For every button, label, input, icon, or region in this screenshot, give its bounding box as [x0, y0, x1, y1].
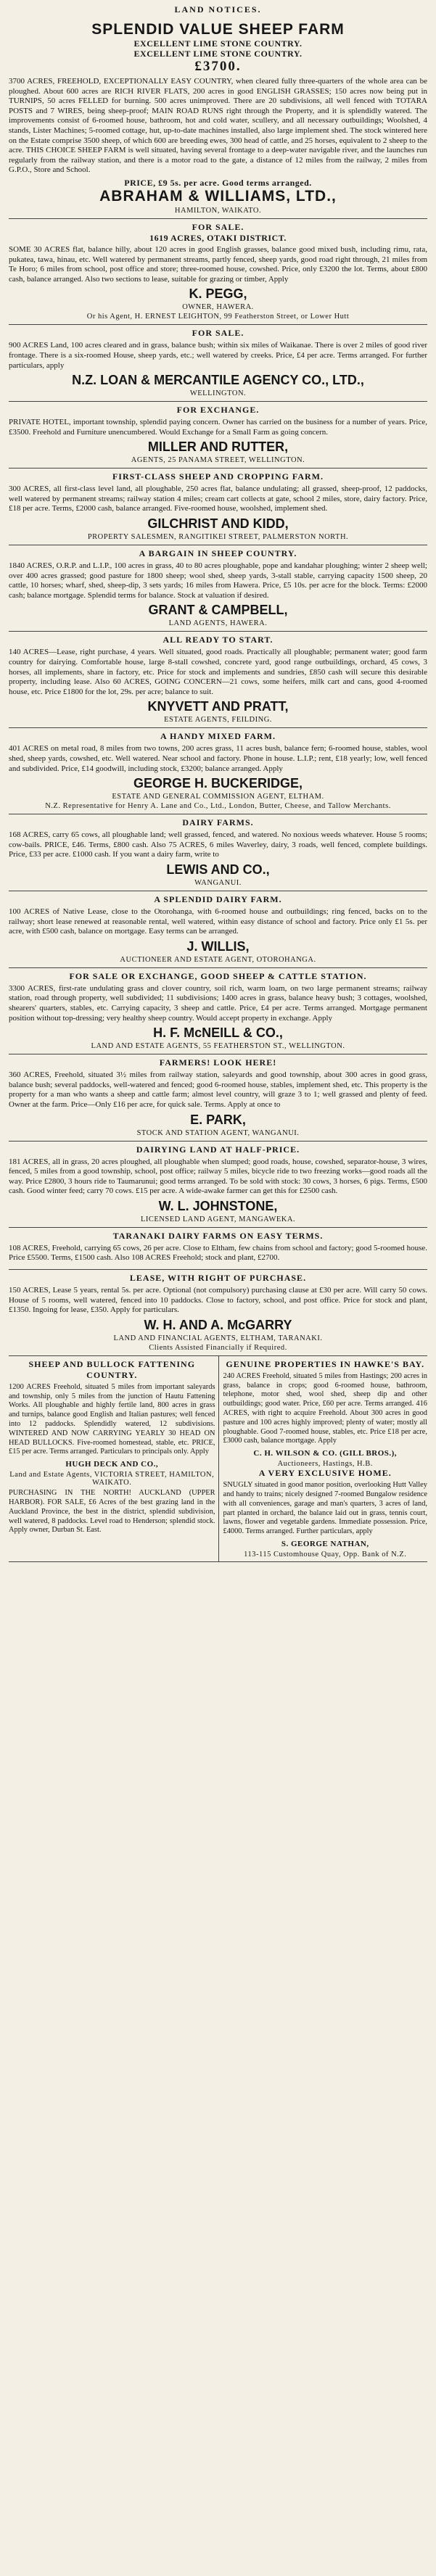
- ad-heading: FOR EXCHANGE.: [176, 405, 260, 416]
- ad-heading: DAIRY FARMS.: [182, 817, 254, 828]
- ad-place: ESTATE AND GENERAL COMMISSION AGENT, ELTHAM.: [112, 793, 324, 801]
- ad-firm: J. WILLIS,: [186, 938, 250, 954]
- ad-heading: FOR SALE.: [192, 328, 244, 339]
- ad-splendid-dairy: [9, 891, 427, 968]
- ad-place: STOCK AND STATION AGENT, WANGANUI.: [136, 1128, 300, 1137]
- ad-firm: ABRAHAM & WILLIAMS, LTD.,: [99, 187, 337, 205]
- ad-body: 108 ACRES, Freehold, carrying 65 cows, 26 per acre. Close to Eltham, few chains from school and factory; good 5-roomed house. Price £5500. Terms, £1500 cash. Also 108 ACRES Freehold; stock and plant, £2700.: [9, 1243, 427, 1263]
- ad-place: LAND AND FINANCIAL AGENTS, ELTHAM, TARANAKI.: [113, 1334, 323, 1342]
- ad-firm: LEWIS AND CO.,: [166, 862, 270, 877]
- ad-sheep-bargain: [9, 545, 427, 632]
- ad-sheep-farm: [9, 18, 427, 219]
- ad-firm: W. L. JOHNSTONE,: [158, 1198, 278, 1213]
- ad-place: AGENTS, 25 PANAMA STREET, WELLINGTON.: [131, 456, 305, 465]
- ad-body: 181 ACRES, all in grass, 20 acres ploughed, all ploughable when slumped; good roads, house, cowshed, separator-house, 3 wires, fenced, 5 miles from a good township, school, post office; railway 5 miles, bicycle ride to two freezing works—good roads all the way. Price £2800, 3 hours ride to Taumarunui; good terms arranged. To be sold with stock: 30 cows, 3 horses, 6 pigs. Terms, £500 cash. Good winter feed; carry 70 cows. £15 per acre. A wide-awake farmer can get this for £2500 cash.: [9, 1157, 427, 1196]
- ad-cattle-station: [9, 968, 427, 1054]
- ad-place: LAND AND ESTATE AGENTS, 55 FEATHERSTON ST., WELLINGTON.: [91, 1042, 345, 1051]
- ad-firm: HUGH DECK AND CO.,: [65, 1460, 159, 1469]
- ad-firm: H. F. McNEILL & CO.,: [153, 1025, 283, 1041]
- ad-cropping-farm: [9, 468, 427, 545]
- ad-heading: SHEEP AND BULLOCK FATTENING COUNTRY.: [28, 1358, 196, 1380]
- section-header: LAND NOTICES.: [174, 4, 262, 15]
- ad-place: LICENSED LAND AGENT, MANGAWEKA.: [140, 1215, 296, 1223]
- ad-heading: TARANAKI DAIRY FARMS ON EASY TERMS.: [112, 1230, 324, 1241]
- ad-body: 1200 ACRES Freehold, situated 5 miles from important saleyards and township, only 5 miles from the junction of Hautu Fattening Works. All ploughable and highly fertile land, 800 acres in grass and turnips, balance good English and Italian pastures; well fenced into 12 paddocks. Splendidly watered, 12 subdivisions. WINTERED AND NOW CARRYING YEARLY 30 HEAD ON HEAD BULLOCKS. Five-roomed homestead, stable, etc. PRICE, £15 per acre. Terms arranged. Particulars to principals only. Apply: [9, 1382, 215, 1456]
- ad-place: ESTATE AGENTS, FEILDING.: [164, 716, 272, 724]
- ad-hotel-exchange: [9, 402, 427, 468]
- ad-body: 168 ACRES, carry 65 cows, all ploughable land; well grassed, fenced, and watered. No noxious weeds whatever. House 5 rooms; cow-bails. PRICE, £46. Terms, £800 cash. Also 75 ACRES, 6 miles Waverley, dairy, 3 roads, well fenced, complete buildings. Price, £33 per acre. £1000 cash. If you want a dairy farm, write to: [9, 830, 427, 859]
- ad-body: 300 ACRES, all first-class level land, all ploughable, 250 acres flat, balance undulating; all grassed, sheep-proof, 12 paddocks, well watered by permanent streams; railway station 4 miles; cream cart collects at gate, school 2 miles, store, dairy factory. Price, £18 per acre. Terms, £2000 cash, balance arranged. Five-roomed house, woolshed, implement shed.: [9, 484, 427, 513]
- ad-heading: FOR SALE.: [192, 221, 244, 232]
- ad-body: SNUGLY situated in good manor position, overlooking Hutt Valley and handy to trains; nicely designed 7-roomed Bungalow residence with all conveniences, garage and man's quarters, 3 acres of land, part planted in orchard, the balance laid out in grass, tennis court, lawns, flower and vegetable gardens. Immediate possession. Price, £4000. Terms arranged. Further particulars, apply: [223, 1481, 427, 1536]
- ad-subtitle: 1619 ACRES, OTAKI DISTRICT.: [149, 232, 287, 243]
- ad-body: 900 ACRES Land, 100 acres cleared and in grass, balance bush; within six miles of Waikanae. There is over 2 miles of good river frontage. There is a six-roomed House, sheep yards, etc.; well watered by creeks. Price, £4 per acre. Terms arranged. For further particulars, apply: [9, 341, 427, 370]
- ad-otaki: [9, 219, 427, 325]
- ad-body: 3700 ACRES, FREEHOLD, EXCEPTIONALLY EASY COUNTRY, when cleared fully three-quarters of the whole area can be ploughed. About 600 acres are RICH RIVER FLATS, 200 acres in good ENGLISH GRASSES; 150 acres now being put in TURNIPS, 50 acres FELLED for burning. 500 acres unimproved. There are 20 subdivisions, all well fenced with TOTARA POSTS and 7 WIRES, being sheep-proof; MAIN ROAD RUNS right through the Property, and it is splendidly watered. The improvements consist of 6-roomed house, bathroom, hot and cold water, scullery, and all necessary outbuildings; Woolshed, 4 stands, Lister Machines; 5-roomed cottage, hut, up-to-date machines installed, also large implement shed. The stock wintered here on the Estate comprise 3500 sheep, of which 600 are breeding ewes, 300 head of cattle, and 25 horses, equivalent to 2 sheep to the acre. THIS CHOICE SHEEP FARM is well situated, having several frontage to a deep-water navigable river, and the launches run regularly from the railway station, and there is a motor road to the gate, a distance of 12 miles from the railway, 2 miles from G.P.O., Store and School.: [9, 77, 427, 175]
- ad-body: 3300 ACRES, first-rate undulating grass and clover country, soil rich, warm loam, on two large permanent streams; railway station, road through property, well subdivided; 11 subdivisions; 1400 acres in grass, balance heavy bush; 3 cottages, woolshed, shearers' quarters, stables, etc. Carrying capacity, 3 sheep and cattle. Price, £4 per acre. Terms arranged. Mortgage permanent position without top-dressing; very healthy sheep country. Would accept property in exchange. Apply: [9, 983, 427, 1023]
- ad-firm: K. PEGG,: [189, 286, 247, 302]
- ad-firm: GRANT & CAMPBELL,: [148, 603, 288, 618]
- ad-firm: GEORGE H. BUCKERIDGE,: [133, 776, 303, 791]
- ad-price-line: PRICE, £9 5s. per acre. Good terms arranged.: [124, 177, 312, 188]
- ad-firm: E. PARK,: [190, 1112, 246, 1127]
- ad-heading: A HANDY MIXED FARM.: [160, 731, 276, 742]
- ad-mixed-farm: [9, 728, 427, 814]
- ad-title: SPLENDID VALUE SHEEP FARM: [91, 21, 345, 38]
- ad-body: 100 ACRES of Native Lease, close to the Otorohanga, with 6-roomed house and outbuildings; ring fenced, backs on to the railway; short lease renewed at reasonable rental, well watered, within easy distance of school and factory. Price only £1 5s. per acre, with £500 cash, balance on mortgage. Easy terms can be arranged.: [9, 907, 427, 936]
- ad-price: £3700.: [194, 59, 242, 74]
- ad-dairy-farms: [9, 814, 427, 891]
- ad-role: OWNER, HAWERA.: [182, 303, 254, 312]
- ad-heading: FOR SALE OR EXCHANGE, GOOD SHEEP & CATTLE STATION.: [69, 970, 367, 981]
- ad-subtitle: EXCELLENT LIME STONE COUNTRY.: [133, 49, 303, 59]
- ad-farmers-look: [9, 1054, 427, 1141]
- ad-firm: GILCHRIST AND KIDD,: [147, 516, 289, 532]
- ad-agent: Or his Agent, H. ERNEST LEIGHTON, 99 Featherston Street, or Lower Hutt: [86, 313, 350, 321]
- two-column-section: [9, 1356, 427, 1562]
- ad-body: 150 ACRES, Lease 5 years, rental 5s. per acre. Optional (not compulsory) purchasing clause at £30 per acre. Will carry 50 cows. House of 5 rooms, well watered, fenced into 10 paddocks. Close to factory, school, and post office. Price for stock and plant, £1350. Ingoing for lease, £350. Apply for particulars.: [9, 1286, 427, 1315]
- ad-heading: A VERY EXCLUSIVE HOME.: [258, 1468, 392, 1479]
- ad-firm: W. H. AND A. McGARRY: [144, 1317, 292, 1332]
- ad-subtitle: EXCELLENT LIME STONE COUNTRY.: [133, 38, 303, 49]
- ad-place: LAND AGENTS, HAWERA.: [168, 619, 268, 628]
- ad-place: WELLINGTON.: [189, 389, 247, 398]
- ad-firm: C. H. WILSON & CO. (GILL BROS.),: [253, 1449, 398, 1458]
- ad-body: SOME 30 ACRES flat, balance hilly, about 120 acres in good English grasses, balance good mixed bush, including rimu, rata, pukatea, tawa, hinau, etc. Well watered by permanent streams, partly fenced, sheep yards, good road right through, 21 miles from Te Horo; 6 miles from school, post office and store; three-roomed house, cowshed. Price, only £3200 the lot. Terms, about £800 cash, balance arranged. Also two sections to lease, suitable for grazing or timber, Apply: [9, 244, 427, 284]
- left-column: [9, 1356, 218, 1561]
- ad-body: 240 ACRES Freehold, situated 5 miles from Hastings; 200 acres in grass, balance in crops; good 6-roomed house, bathroom, telephone, motor shed, wool shed, sheep dip and other outbuildings; good water. Price, £60 per acre. Terms arranged. 416 ACRES, with right to acquire Freehold. About 300 acres in good pasture and 100 acres highly improved; plenty of water; mostly all ploughable. Good 7-roomed house, stables, etc. Price £18 per acre, £3000 cash, balance mortgage. Apply: [223, 1371, 427, 1445]
- ad-place: PROPERTY SALESMEN, RANGITIKEI STREET, PALMERSTON NORTH.: [87, 533, 349, 542]
- ad-half-price: [9, 1142, 427, 1228]
- ad-place: 113-115 Customhouse Quay, Opp. Bank of N.Z.: [244, 1551, 407, 1559]
- ad-agent: Clients Assisted Financially if Required.: [149, 1343, 287, 1352]
- ad-place: WANGANUI.: [194, 878, 242, 887]
- ad-place: HAMILTON, WAIKATO.: [174, 206, 262, 215]
- ad-heading: FIRST-CLASS SHEEP AND CROPPING FARM.: [112, 471, 324, 482]
- ad-body: 401 ACRES on metal road, 8 miles from two towns, 200 acres grass, 11 acres bush, balance fern; 6-roomed house, stables, wool shed, sheep yards, cowshed, etc. Well watered. Near school and factory. Phone in house. L.I.P.; rent, £18 yearly; low, well fenced and subdivided. Price, £14 goodwill, including stock, £3200; balance arranged. Apply: [9, 744, 427, 773]
- ad-heading: ALL READY TO START.: [163, 635, 273, 645]
- ad-firm: MILLER AND RUTTER,: [147, 439, 289, 455]
- ad-heading: GENUINE PROPERTIES IN HAWKE'S BAY.: [226, 1358, 425, 1369]
- ad-heading: DAIRYING LAND AT HALF-PRICE.: [136, 1144, 300, 1155]
- ad-place: Auctioneers, Hastings, H.B.: [277, 1460, 373, 1469]
- ad-nz-loan: [9, 325, 427, 402]
- ad-body: PURCHASING IN THE NORTH! AUCKLAND (UPPER HARBOR). FOR SALE, £6 Acres of the best grazing land in the Auckland Province, the best in the district, splendid subdivision, well watered, 8 paddocks. Level road to Henderson; splendid stock. Apply owner, Durban St. East.: [9, 1489, 215, 1535]
- ad-firm: N.Z. LOAN & MERCANTILE AGENCY CO., LTD.,: [72, 373, 364, 388]
- ad-heading: A SPLENDID DAIRY FARM.: [154, 893, 282, 904]
- ad-body: 360 ACRES, Freehold, situated 3½ miles from railway station, saleyards and good township, about 300 acres in good grass, balance bush; several paddocks, well-watered and fenced; good 6-roomed house, stables, implement shed, etc. This property is the property for a man who wants a sheep and cattle farm; almost level country, will graze 3 to 1; well grassed and plenty of feed. Owner at the farm. Price—Only £16 per acre, for quick sale. Terms. Apply at once to: [9, 1070, 427, 1109]
- ad-firm: KNYVETT AND PRATT,: [147, 699, 289, 714]
- ad-heading: A BARGAIN IN SHEEP COUNTRY.: [139, 548, 297, 559]
- right-column: [218, 1356, 428, 1561]
- ad-lease-purchase: [9, 1270, 427, 1356]
- ad-place: Land and Estate Agents, VICTORIA STREET, HAMILTON, WAIKATO.: [9, 1471, 215, 1487]
- ad-agent: N.Z. Representative for Henry A. Lane and Co., Ltd., London, Butter, Cheese, and Tallow Merchants.: [45, 802, 391, 811]
- ad-place: AUCTIONEER AND ESTATE AGENT, OTOROHANGA.: [120, 955, 316, 964]
- ad-body: PRIVATE HOTEL, important township, splendid paying concern. Owner has carried on the business for a number of years. Price, £3500. Freehold and Furniture unencumbered. Would Exchange for a Small Farm as going concern.: [9, 418, 427, 437]
- ad-taranaki: [9, 1228, 427, 1270]
- ad-body: 140 ACRES—Lease, right purchase, 4 years. Well situated, good roads. Practically all ploughable; permanent water; good farm country for dairying. Comfortable house, large 8-stall cowshed, concrete yard, good range outbuildings, orchard, 45 cows, 3 horses, all implements, share in factory, etc. Price for stock and implements and sundries, £850 cash will secure this desirable property, including lease. Also 60 ACRES, GOING CONCERN—21 cows, some heifers, milk cart and cans, good 4-roomed house, etc. Price £1800 for the lot, 29s. per acre; balance to suit.: [9, 648, 427, 696]
- ad-firm: S. GEORGE NATHAN,: [281, 1540, 369, 1548]
- ad-heading: LEASE, WITH RIGHT OF PURCHASE.: [129, 1273, 307, 1284]
- ad-heading: FARMERS! LOOK HERE!: [159, 1057, 277, 1068]
- ad-body: 1840 ACRES, O.R.P. and L.I.P., 100 acres in grass, 40 to 80 acres ploughable, pope and kandahar ploughing; winter 2 sheep well; over 400 acres grassed; good pasture for 1800 sheep; wool shed, sheep yards, 3-stall stable, carrying capacity 1500 sheep, 20 cattle, 10 horses; wharf, shed, sheep-dip, 3 sets yards; 16 miles from Hawera. Price, £5 10s. per acre for the block. Terms: £2000 cash; balance mortgage. Splendid terms for balance. Stock at valuation if desired.: [9, 561, 427, 600]
- ad-ready-to-start: [9, 632, 427, 728]
